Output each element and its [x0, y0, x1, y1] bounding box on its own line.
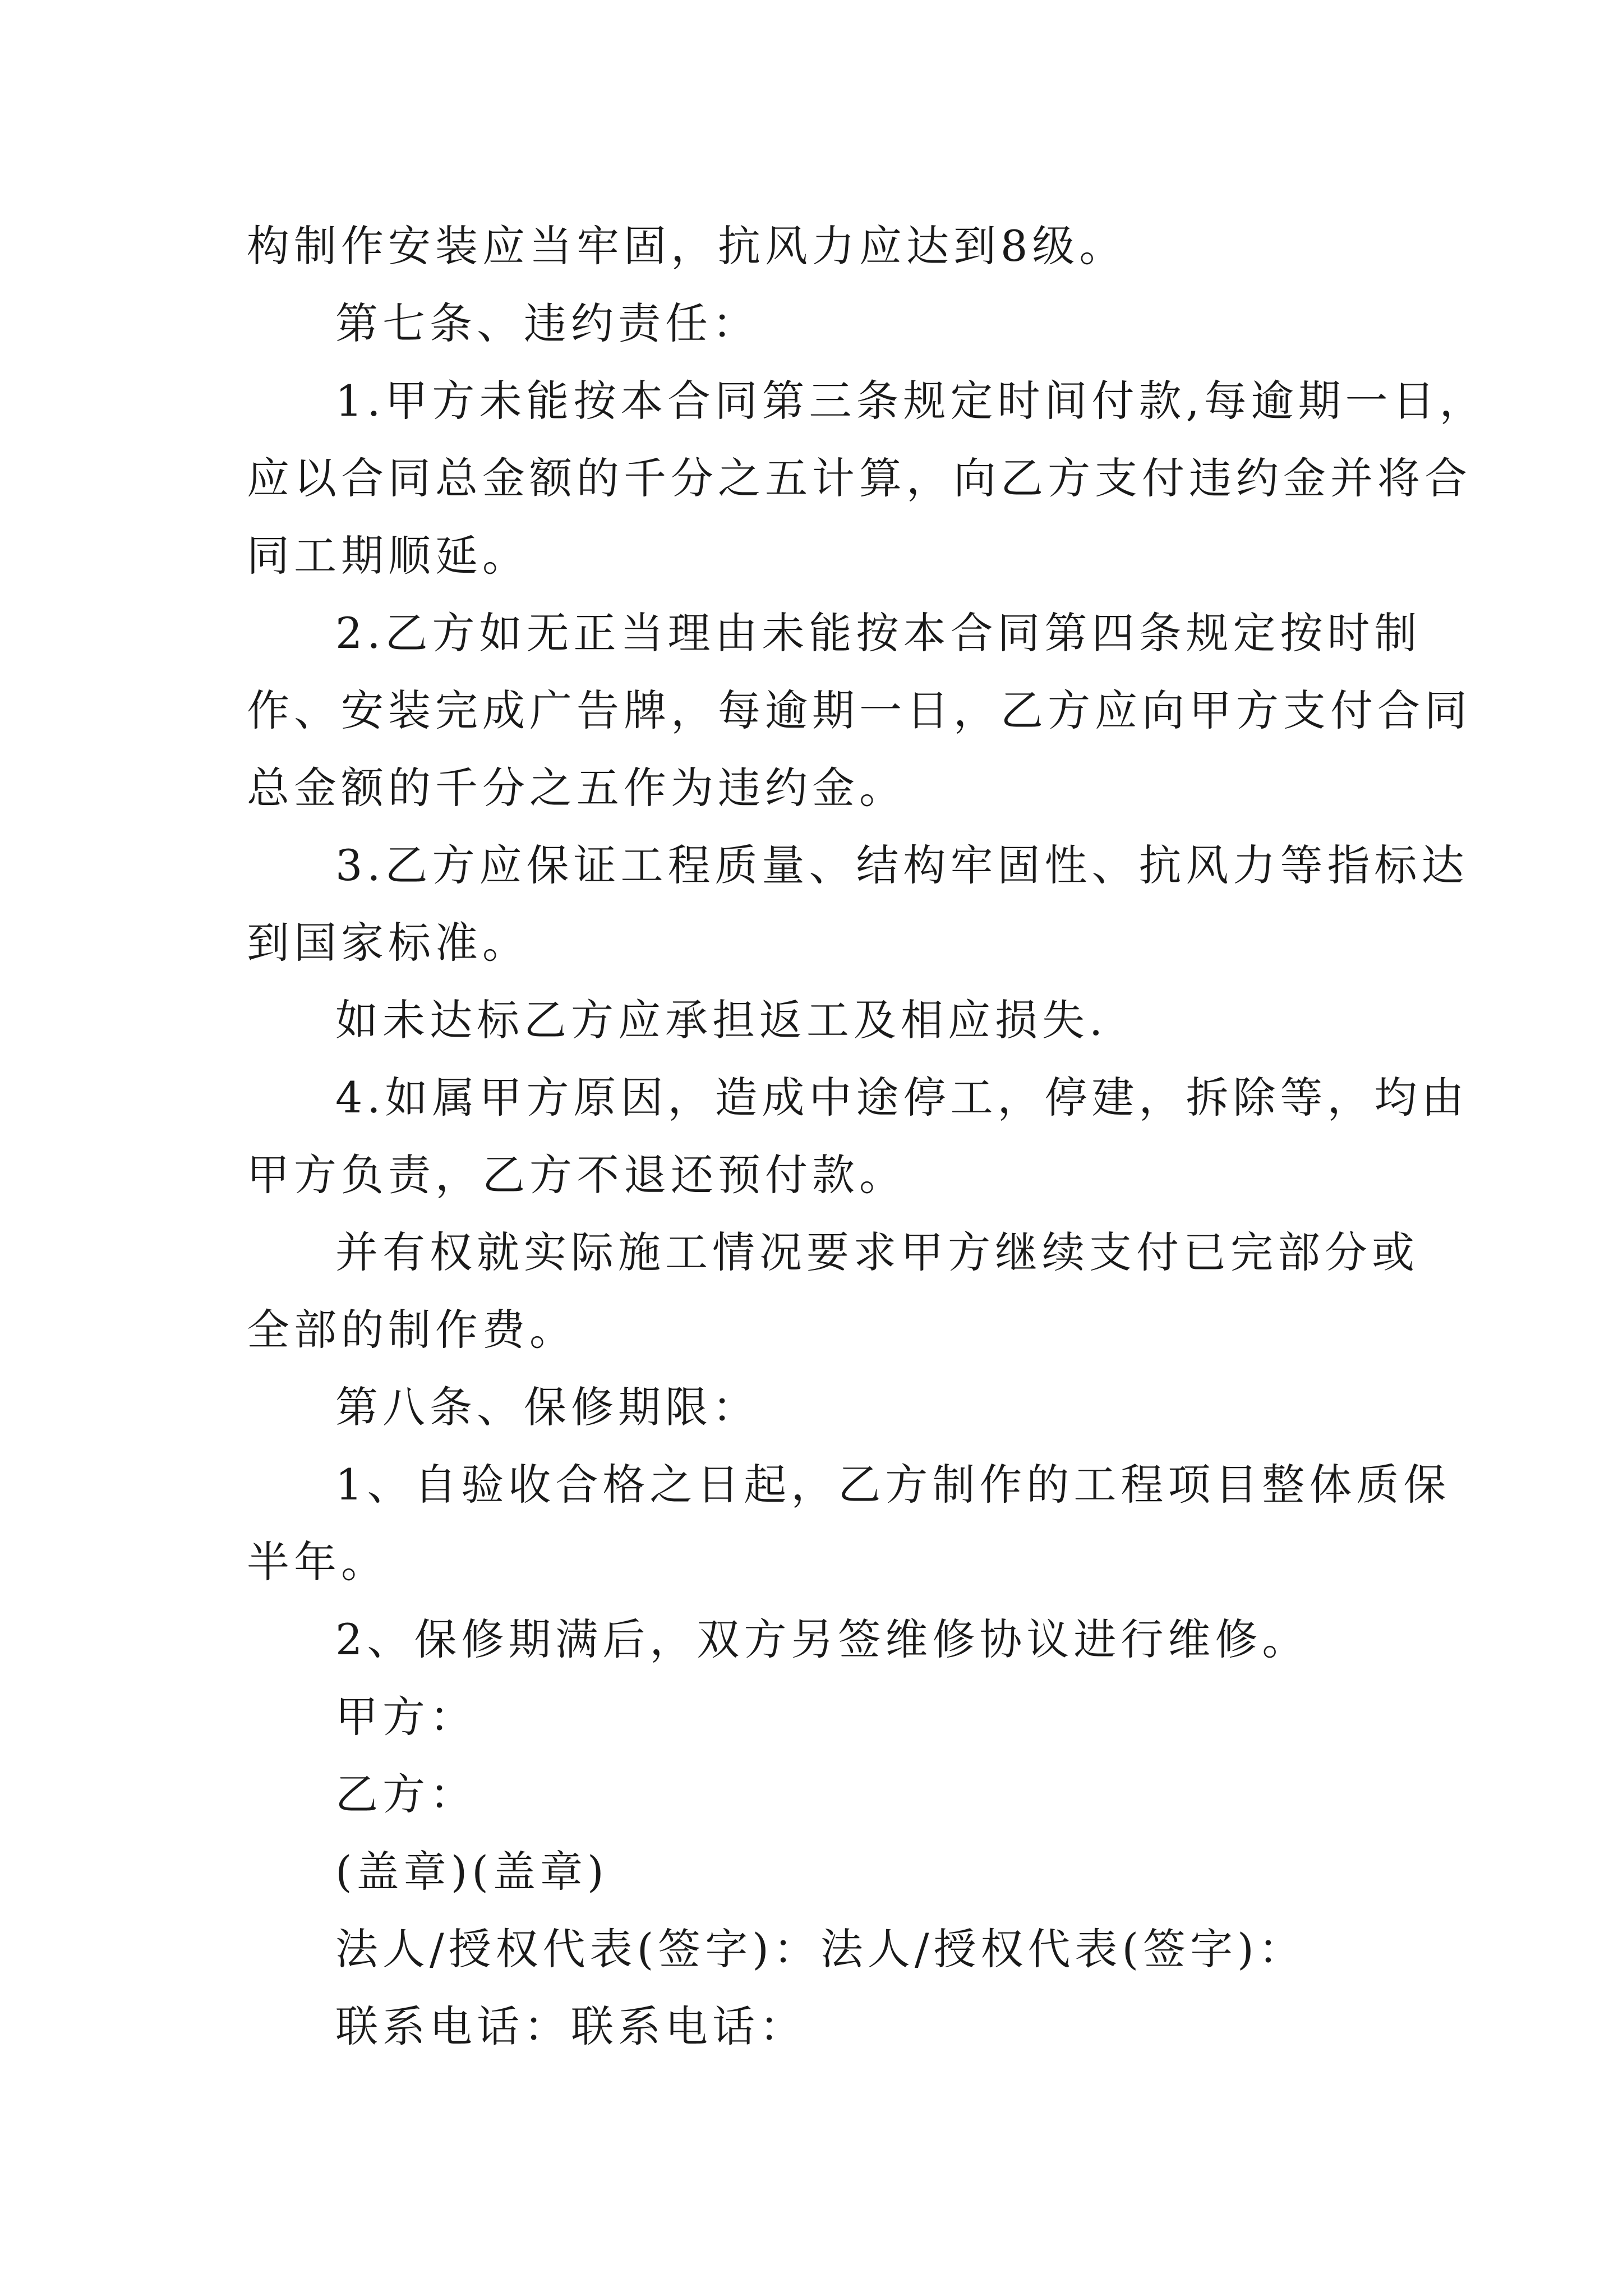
signature-label: 法人/授权代表(签字)：法人/授权代表(签字)：	[335, 1924, 1306, 1974]
document-body	[247, 208, 1487, 2065]
party-b-label: 乙方：	[335, 1769, 477, 1819]
text-line: 3.乙方应保证工程质量、结构牢固性、抗风力等指标达	[335, 840, 1469, 890]
section-heading-8: 第八条、保修期限：	[335, 1382, 759, 1432]
text-line: 同工期顺延。	[247, 531, 529, 581]
text-line: 构制作安装应当牢固，抗风力应达到8级。	[247, 221, 1127, 271]
text-line: 全部的制作费。	[247, 1305, 577, 1355]
text-line: 2.乙方如无正当理由未能按本合同第四条规定按时制	[335, 608, 1422, 658]
phone-label: 联系电话：联系电话：	[335, 2001, 806, 2051]
text-line: 并有权就实际施工情况要求甲方继续支付已完部分或	[335, 1227, 1419, 1277]
text-line: 应以合同总金额的千分之五计算，向乙方支付违约金并将合	[247, 453, 1472, 503]
text-line: 甲方负责，乙方不退还预付款。	[247, 1150, 906, 1200]
text-line: 作、安装完成广告牌，每逾期一日，乙方应向甲方支付合同	[247, 685, 1472, 735]
text-line: 4.如属甲方原因，造成中途停工，停建，拆除等，均由	[335, 1073, 1469, 1122]
text-line: 1.甲方未能按本合同第三条规定时间付款,每逾期一日，	[335, 376, 1487, 426]
seal-label: (盖章)(盖章)	[335, 1847, 608, 1897]
text-line: 半年。	[247, 1537, 388, 1587]
text-line: 总金额的千分之五作为违约金。	[247, 763, 906, 813]
party-a-label: 甲方：	[335, 1692, 477, 1742]
text-line: 1、自验收合格之日起，乙方制作的工程项目整体质保	[335, 1460, 1451, 1510]
section-heading-7: 第七条、违约责任：	[335, 298, 759, 348]
text-line: 如未达标乙方应承担返工及相应损失.	[335, 995, 1108, 1045]
text-line: 2、保修期满后，双方另签维修协议进行维修。	[335, 1614, 1310, 1664]
text-line: 到国家标准。	[247, 918, 529, 968]
